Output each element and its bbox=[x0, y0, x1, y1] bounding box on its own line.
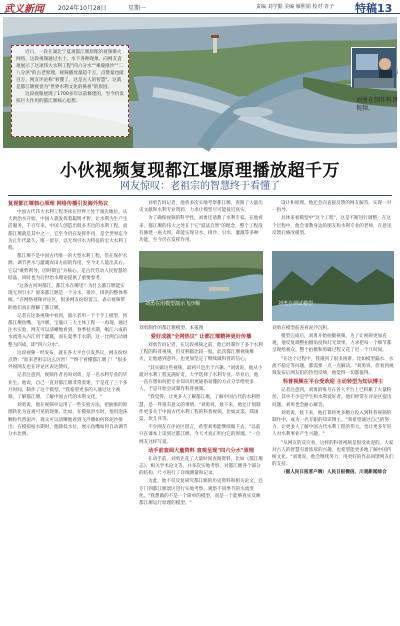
paragraph: 中国古代伟大水利工程李冰在世界上处于领先地位。从大禹治水开始，中国人就发挥着聪明才智，让水利为生产生活服务。千百年来，中国人创造出很多杰出的水利工程，而都江堰就是其中之一，它至今仍在发挥作用，是全世界迄今为止年代最久、唯一留存，以无坝引水为特征的宏大水利工程。 bbox=[8, 210, 128, 252]
river-model-illustration bbox=[139, 251, 263, 321]
paragraph: 具体来看模型中"这个工程"，这是不断进行调整，在这个过程中，他会请教身边的朋友和水利专业的老师，在意见反馈后修改模型。 bbox=[272, 216, 392, 236]
paragraph: 记者注意到，视频作者名叫刘勇，是一名水利专业的毕业生。他说，自己一直对都江堰非常着迷，于是花了三个多月时间，制作了这个模型。"我希望更多的人通过这个视频，了解都江堰，了解中国古代的水利文化。" bbox=[8, 373, 128, 401]
paragraph: "从网友的反应看，这样的科普视频是很受欢迎的。大家对古人的智慧有着浓厚的兴趣，也希望能更多地了解中国传统文化。"刘勇说，他会继续努力，用更好的作品回馈网友们的支持。 bbox=[272, 440, 394, 468]
paragraph: 刘勇说，接下来，他打算将更多精力投入到科普视频的制作中，成为一名专职的知识博主。"我希望通过自己的努力，让更多人了解中国古代水利工程的伟大，也让更多年轻人对水利事业产生兴趣。" bbox=[272, 410, 392, 438]
photo-label: 刘勇在用模型演示飞沙堰 bbox=[145, 301, 201, 307]
article-column-3-lower bbox=[272, 333, 394, 620]
intro-paragraph-2: 这段视频展现了1700多年以前修建的，至今仍发挥巨大作用的都江堰核心思想。 bbox=[16, 92, 124, 104]
paragraph: 刘勇告诉记者，他曾多次实地考察都江堰，查阅了大量历史文献和水利专业资料，力求让模型尽可能接近真实。 bbox=[139, 201, 263, 214]
paragraph: 不少网友在评论区留言，希望刘勇能继续做下去。"以前只在课本上读到过都江堰，今天才真正明白它的原理。"一位网友这样写道。 bbox=[139, 425, 261, 445]
person-at-computer-illustration bbox=[352, 48, 396, 88]
article-column-3 bbox=[272, 200, 394, 250]
subheadline: 网友惊叹：老祖宗的智慧终于看懂了 bbox=[120, 181, 280, 192]
paragraph: 都江堰不是中国古代唯一的大型水利工程，但在保护水源，调节洪水与灌溉农田方面的作用，至今无人能出其右。它以"乘势利导，因时制宜"为核心，是古代劳动人民智慧的结晶，同时也为后世治水理论提供了重要参考。 bbox=[8, 254, 128, 281]
paragraph: "我觉得，让更多人了解都江堰，了解中国古代的水利智慧，是一件很有意义的事情。"刘勇说，接下来，他还计划制作更多关于中国古代水利工程的科普视频，比如灵渠、郑国渠、坎儿井等。 bbox=[139, 395, 261, 423]
editor-credits: 责编 刘学勤 美编 雁熙娟 校对 青子 bbox=[256, 4, 334, 10]
model-photo bbox=[139, 251, 263, 321]
section-tag: 特稿13 bbox=[355, 2, 393, 15]
source-note: （据人民日报客户端）人民日报微信、川观新闻综合 bbox=[281, 470, 387, 476]
paragraph: 记者注意到，刘勇的账号在各大平台上已积累了大量粉丝，其中不少是学生和水利爱好者。他们经常在评论区提出问题，刘勇也会耐心解答。 bbox=[272, 388, 392, 408]
divider bbox=[8, 195, 392, 196]
column-subheading: 爱好成就"全网热议" 让都江堰精神更好传播 bbox=[150, 334, 252, 340]
paragraph: 模型完成后，刘勇开始拍摄视频。为了让视频更加直观，他反复调整拍摄角度和灯光效果，力求把每一个细节都呈现给观众。整个拍摄和剪辑过程又花了近一个月时间。 bbox=[272, 334, 392, 354]
paragraph: 刘勇告诉记者，在这段视频之前，他已经制作了多个水利工程的科普视频，但反响都比较一般。此次都江堰视频爆火，让他感到意外，也更加坚定了继续做科普的信心。 bbox=[139, 343, 263, 363]
paragraph: 记者在这条视频中看到，演示者用一个个手工模型，将都江堰鱼嘴、飞沙堰、宝瓶口三大主体工程一一再现。通过注水实验，网友可以清晰地看到，春季枯水期，岷江六成的水流进入内江用于灌溉，而在夏季丰水期，这一比例自动调整为四成，即"四六分水"。 bbox=[8, 313, 128, 348]
photo-row bbox=[139, 251, 394, 321]
issue-date: 2024年10月28日 bbox=[58, 5, 107, 12]
article-column-2-lower bbox=[139, 333, 263, 620]
paper-name: 武义新闻 bbox=[4, 4, 44, 15]
model-closeup-photo bbox=[272, 251, 394, 321]
paragraph: 刘勇说，他在视频中运用了一些实验方法，把抽象的原理转化为直观可见的现象。比如，在模拟洪水时，他用泡沫颗粒代替泥沙，观众可以清晰地看到飞沙堰如何将泥沙排出；在模拟枯水期时，他降低水位，展示鱼嘴如何自动调节分水比例。 bbox=[8, 403, 128, 438]
photo-caption: 刘勇在模型前查看泥沙沉积。 bbox=[272, 326, 332, 331]
inset-caption: 刘勇在制作科普视频。 bbox=[356, 97, 399, 112]
inset-photo bbox=[351, 47, 395, 87]
intro-box bbox=[11, 45, 129, 137]
column-subheading: 科普视频在平台受欢迎 主动转型为知识博主 bbox=[282, 379, 384, 386]
masthead bbox=[0, 0, 400, 14]
photo-caption: 刘勇制作的都江堰模型。本报图 bbox=[139, 326, 204, 331]
paragraph: "其实做这些视频，最初只是出于兴趣。"刘勇说，他从小就对水利工程充满好奇，大学选择了水利专业。毕业后，他一直在想如何把专业知识用更通俗易懂的方式分享给更多人，于是开始尝试制作科普视频。 bbox=[139, 365, 263, 393]
article-column-2 bbox=[139, 200, 263, 250]
photo-caption: 7月17日，都江堰渠首工作进行分流。 bbox=[31, 155, 116, 161]
intro-paragraph: 近日，一段在湖北宁夏观都江堰原理的视频爆火网络，这段视频通过水土、水下各种现象、向网友直观展示了这项伟大水利工程"四六分水""乘坡排沙""二八分洪"的古老原理，视频播放量超千万，点赞量也破百万，网友评论称"看懂了，这是古人的智慧"。这就是都江堰被誉为"世界水利文化的鼻祖"的原因。 bbox=[16, 50, 124, 90]
photo-label: 刘勇在调试模型 bbox=[278, 301, 314, 307]
paragraph: 在动手前，刘勇先花了大量时间查阅资料，比如《都江堰志》、相关学术论文等，并多次实地考察，对都江堰各个部分的结构、尺寸进行了详细测量和记录。 bbox=[139, 456, 263, 477]
hero-photo bbox=[3, 17, 399, 161]
mountain-river-illustration bbox=[272, 251, 394, 321]
weekday: 星期一 bbox=[128, 5, 147, 12]
article-column-1 bbox=[8, 200, 128, 620]
paragraph: 为此，他不仅反复研究都江堰的历史资料和相关论文，还专门到都江堰景区进行实地考察，观察不同季节的水流变化。"我想做的不是一个简单的模型，而是一个能够真实反映都江堰运行原理的模型。" bbox=[139, 479, 263, 507]
paragraph: 设计和原理。他还会向直接反馈的网友解答，实现一对一指导。 bbox=[272, 201, 392, 214]
column-subheading: 动手前查阅大量资料 直观呈现"四六分水"原理 bbox=[148, 447, 254, 454]
column-subheading: 复现都江堰核心原理 网络传播引发海外热议 bbox=[8, 201, 109, 207]
paragraph: "在这个过程中，我遇到了很多困难。比如模型漏水、水流不稳定等问题，都需要一点一点解决。"刘勇说，但看到视频发布后网友们的热烈反响，他觉得一切都值得。 bbox=[272, 356, 394, 377]
headline: 小伙视频复现都江堰原理播放超千万 bbox=[60, 161, 340, 181]
photo-credit: 新华社发 bbox=[347, 155, 368, 161]
paragraph: "这条古河叫都江，都江水在哪里？为什么都江堰能实现无坝引水？原来都江堰是一个分水、排沙、排洪的整体系统。"在网络视频评论区，很多网友纷纷留言，表示视频帮助他们真正理解了都江堰。 bbox=[8, 284, 128, 311]
paragraph: 为了确保视频的科学性，刘勇还请教了水利专家。在他看来，都江堰的伟大之处在于它"道法自然"的理念，整个工程没有修建一座大坝，却能实现分水、排沙、引水、灌溉等多种功能，至今仍在发挥作用。 bbox=[139, 216, 263, 244]
paragraph: 这段视频一经发布，就在各大平台引发热议，网友纷纷点赞："原来老祖宗这么厉害！""终于看懂都江堰了！"很多外国网友也在评论区表达赞叹。 bbox=[8, 350, 128, 371]
